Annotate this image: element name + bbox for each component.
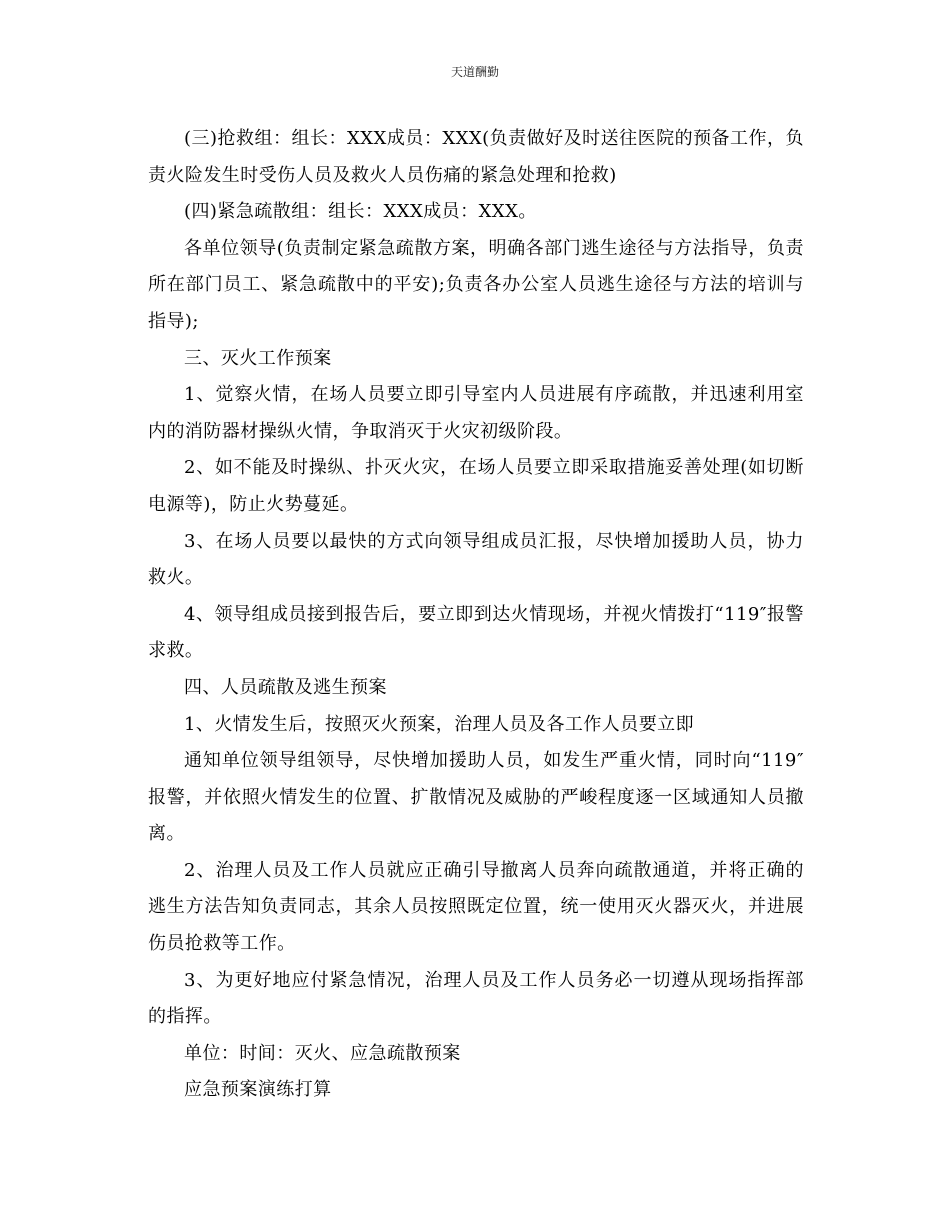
paragraph-unit-leaders: 各单位领导(负责制定紧急疏散方案，明确各部门逃生途径与方法指导，负责所在部门员工、紧急疏散中的平安);负责各办公室人员逃生途径与方法的培训与指导); [148, 237, 804, 332]
paragraph-evacuation-step-2: 2、治理人员及工作人员就应正确引导撤离人员奔向疏散通道，并将正确的逃生方法告知负责同志，其余人员按照既定位置，统一使用灭火器灭火，并进展伤员抢救等工作。 [148, 859, 804, 955]
page-header: 天道酬勤 [450, 65, 499, 79]
paragraph-evacuation-step-1: 1、火情发生后，按照灭火预案，治理人员及各工作人员要立即 [184, 713, 695, 735]
section-heading-firefighting-plan: 三、灭火工作预案 [184, 347, 332, 369]
section-heading-evacuation-plan: 四、人员疏散及逃生预案 [184, 676, 387, 698]
paragraph-evacuation-step-3: 3、为更好地应付紧急情况，治理人员及工作人员务必一切遵从现场指挥部的指挥。 [148, 969, 804, 1028]
paragraph-firefighting-step-2: 2、如不能及时操纵、扑灭火灾，在场人员要立即采取措施妥善处理(如切断电源等)，防止火势蔓延。 [148, 457, 804, 515]
paragraph-firefighting-step-4: 4、领导组成员接到报告后，要立即到达火情现场，并视火情拨打“119″报警求救。 [148, 603, 804, 662]
paragraph-drill-plan-title: 应急预案演练打算 [184, 1079, 332, 1101]
paragraph-evacuation-group: (四)紧急疏散组：组长：XXX成员：XXX。 [184, 201, 537, 223]
paragraph-evacuation-step-1-continued: 通知单位领导组领导，尽快增加援助人员，如发生严重火情，同时向“119″报警，并依照火情发生的位置、扩散情况及威胁的严峻程度逐一区域通知人员撤离。 [148, 750, 804, 845]
paragraph-firefighting-step-3: 3、在场人员要以最快的方式向领导组成员汇报，尽快增加援助人员，协力救火。 [148, 530, 804, 589]
paragraph-rescue-group: (三)抢救组：组长：XXX成员：XXX(负责做好及时送往医院的预备工作，负责火险发生时受伤人员及救火人员伤痛的紧急处理和抢救) [148, 128, 804, 186]
paragraph-firefighting-step-1: 1、觉察火情，在场人员要立即引导室内人员进展有序疏散，并迅速利用室内的消防器材操纵火情，争取消灭于火灾初级阶段。 [148, 384, 804, 442]
paragraph-unit-time-line: 单位：时间：灭火、应急疏散预案 [184, 1042, 461, 1064]
document-body [148, 121, 804, 1109]
